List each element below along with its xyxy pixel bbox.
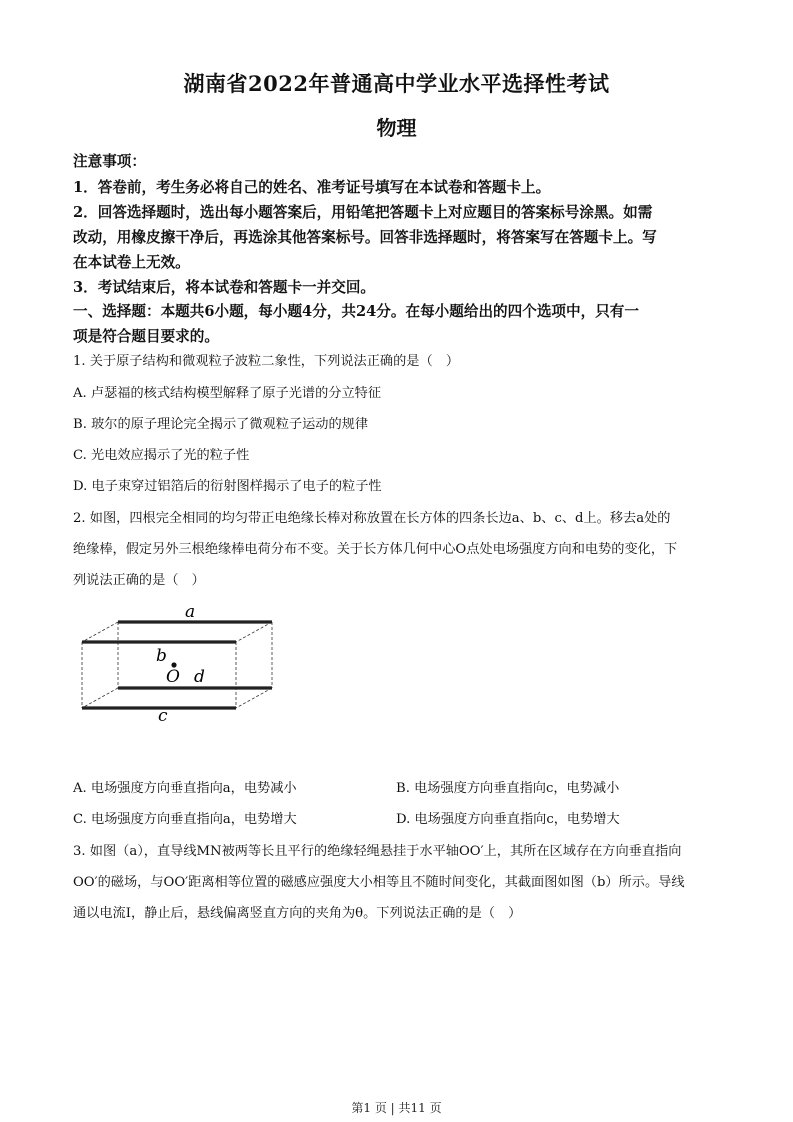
q2-option-c: C. 电场强度方向垂直指向a，电势增大 bbox=[73, 812, 297, 827]
page-footer: 第1 页 | 共11 页 bbox=[351, 1101, 442, 1115]
q1-option-b: B. 玻尔的原子理论完全揭示了微观粒子运动的规律 bbox=[73, 417, 369, 432]
q1-stem: 1. 关于原子结构和微观粒子波粒二象性，下列说法正确的是（ ） bbox=[73, 354, 460, 369]
q3-stem-line-2: OO′的磁场，与OO′距离相等位置的磁感应强度大小相等且不随时间变化，其截面图如图（b）所示。导线 bbox=[73, 875, 685, 890]
label-c: c bbox=[158, 706, 168, 726]
edge-top-right bbox=[236, 622, 272, 642]
q2-option-a: A. 电场强度方向垂直指向a，电势减小 bbox=[73, 781, 297, 796]
label-d: d bbox=[194, 667, 205, 687]
q3-stem-line-3: 通以电流I，静止后，悬线偏离竖直方向的夹角为θ。下列说法正确的是（ ） bbox=[73, 906, 522, 921]
edge-bottom-right bbox=[236, 688, 272, 708]
q2-option-b: B. 电场强度方向垂直指向c，电势减小 bbox=[396, 781, 620, 796]
note-line-4: 在本试卷上无效。 bbox=[73, 254, 190, 271]
section-heading-2: 项是符合题目要求的。 bbox=[73, 328, 219, 345]
note-line-2: 2．回答选择题时，选出每小题答案后，用铅笔把答题卡上对应题目的答案标号涂黑。如需 bbox=[73, 204, 653, 221]
cuboid-rods-figure bbox=[78, 600, 278, 730]
q2-stem-line-1: 2. 如图，四根完全相同的均匀带正电绝缘长棒对称放置在长方体的四条长边a、b、c、d上。移去a处的 bbox=[73, 511, 671, 526]
label-b: b bbox=[156, 646, 167, 666]
q1-option-c: C. 光电效应揭示了光的粒子性 bbox=[73, 448, 250, 463]
note-line-5: 3．考试结束后，将本试卷和答题卡一并交回。 bbox=[73, 279, 376, 296]
label-a: a bbox=[185, 602, 196, 622]
section-heading-1: 一、选择题：本题共6小题，每小题4分，共24分。在每小题给出的四个选项中，只有一 bbox=[73, 303, 639, 320]
q2-option-d: D. 电场强度方向垂直指向c，电势增大 bbox=[396, 812, 620, 827]
q1-option-d: D. 电子束穿过铝箔后的衍射图样揭示了电子的粒子性 bbox=[73, 479, 382, 494]
q1-option-a: A. 卢瑟福的核式结构模型解释了原子光谱的分立特征 bbox=[73, 386, 382, 401]
exam-title: 湖南省2022年普通高中学业水平选择性考试 bbox=[183, 71, 610, 96]
edge-top-left bbox=[82, 622, 118, 642]
q2-stem-line-3: 列说法正确的是（ ） bbox=[73, 573, 205, 588]
q3-stem-line-1: 3. 如图（a），直导线MN被两等长且平行的绝缘轻绳悬挂于水平轴OO′上，其所在区域存在方向垂直指向 bbox=[73, 844, 682, 859]
note-line-3: 改动，用橡皮擦干净后，再选涂其他答案标号。回答非选择题时，将答案写在答题卡上。写 bbox=[73, 229, 657, 246]
notes-heading: 注意事项： bbox=[73, 153, 146, 170]
note-line-1: 1．答卷前，考生务必将自己的姓名、准考证号填写在本试卷和答题卡上。 bbox=[73, 179, 551, 196]
q2-stem-line-2: 绝缘棒，假定另外三根绝缘棒电荷分布不变。关于长方体几何中心O点处电场强度方向和电势的变化，下 bbox=[73, 542, 678, 557]
edge-bottom-left bbox=[82, 688, 118, 708]
label-o: O bbox=[166, 667, 180, 687]
subject-title: 物理 bbox=[376, 116, 417, 140]
